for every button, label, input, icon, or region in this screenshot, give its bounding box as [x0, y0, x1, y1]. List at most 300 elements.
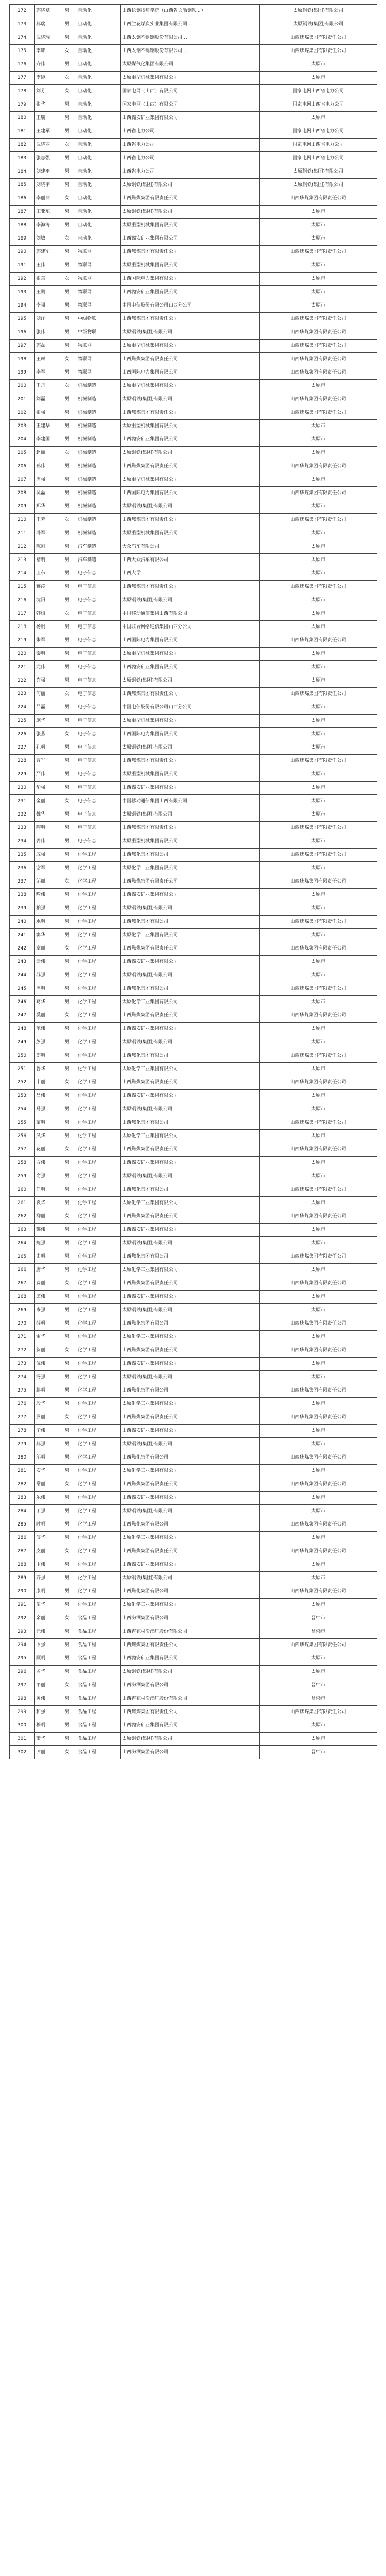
region-cell: 山西焦煤集团有限责任公司: [260, 1518, 377, 1532]
work-unit-cell: 太原钢铁(集团)有限公司: [121, 1505, 260, 1518]
region-cell: 山西焦煤集团有限责任公司: [260, 326, 377, 340]
gender-cell: 男: [58, 1719, 76, 1733]
person-name-cell: 许强: [35, 674, 58, 688]
table-row: [10, 460, 377, 473]
region-cell: 太原市: [260, 567, 377, 581]
region-cell: 太原市: [260, 768, 377, 782]
person-name-cell: 武晓瑞: [35, 31, 58, 45]
row-number-cell: 182: [10, 139, 35, 152]
specialty-cell: 化学工程: [76, 1009, 121, 1023]
personnel-table: [9, 4, 377, 1759]
row-number-cell: 188: [10, 219, 35, 232]
gender-cell: 男: [58, 1425, 76, 1438]
row-number-cell: 255: [10, 1116, 35, 1130]
work-unit-cell: 太原化学工业集团有限公司: [121, 1130, 260, 1143]
region-cell: 山西焦煤集团有限责任公司: [260, 1451, 377, 1465]
table-row: [10, 192, 377, 206]
person-name-cell: 云伟: [35, 956, 58, 969]
work-unit-cell: 太原钢铁(集团)有限公司: [121, 1036, 260, 1049]
gender-cell: 男: [58, 206, 76, 219]
region-cell: 山西焦煤集团有限责任公司: [260, 460, 377, 473]
row-number-cell: 176: [10, 58, 35, 72]
person-name-cell: 史明: [35, 1250, 58, 1264]
table-row: [10, 45, 377, 58]
table-row: [10, 956, 377, 969]
specialty-cell: 自动化: [76, 5, 121, 18]
specialty-cell: 化学工程: [76, 1572, 121, 1585]
region-cell: 太原市: [260, 1425, 377, 1438]
person-name-cell: 滕明: [35, 1384, 58, 1398]
specialty-cell: 自动化: [76, 98, 121, 112]
region-cell: 太原市: [260, 862, 377, 875]
specialty-cell: 电子信息: [76, 581, 121, 594]
person-name-cell: 严伟: [35, 768, 58, 782]
work-unit-cell: 山西潞安矿业集团有限公司: [121, 112, 260, 125]
work-unit-cell: 山西潞安矿业集团有限公司: [121, 956, 260, 969]
region-cell: 太原钢铁(集团)有限公司: [260, 179, 377, 192]
gender-cell: 女: [58, 1076, 76, 1090]
specialty-cell: 物联网: [76, 246, 121, 259]
work-unit-cell: 山西国际电力集团有限公司: [121, 634, 260, 648]
table-row: [10, 768, 377, 782]
region-cell: 太原市: [260, 701, 377, 715]
person-name-cell: 邹丽: [35, 875, 58, 889]
gender-cell: 男: [58, 1170, 76, 1183]
specialty-cell: 物联网: [76, 273, 121, 286]
work-unit-cell: 太原重型机械集团有限公司: [121, 527, 260, 540]
row-number-cell: 263: [10, 1224, 35, 1237]
person-name-cell: 蒋涛: [35, 581, 58, 594]
table-row: [10, 433, 377, 447]
row-number-cell: 180: [10, 112, 35, 125]
gender-cell: 女: [58, 1277, 76, 1291]
gender-cell: 男: [58, 326, 76, 340]
specialty-cell: 自动化: [76, 219, 121, 232]
region-cell: 太原市: [260, 1719, 377, 1733]
gender-cell: 男: [58, 929, 76, 942]
region-cell: 太原市: [260, 715, 377, 728]
row-number-cell: 201: [10, 393, 35, 406]
table-row: [10, 1049, 377, 1063]
region-cell: 太原市: [260, 500, 377, 514]
person-name-cell: 李军: [35, 366, 58, 380]
work-unit-cell: 山西潞安矿业集团有限公司: [121, 232, 260, 246]
gender-cell: 女: [58, 607, 76, 621]
work-unit-cell: 太原钢铁(集团)有限公司: [121, 741, 260, 755]
row-number-cell: 272: [10, 1344, 35, 1358]
person-name-cell: 郝强: [35, 1438, 58, 1451]
gender-cell: 女: [58, 795, 76, 808]
gender-cell: 女: [58, 45, 76, 58]
table-row: [10, 674, 377, 688]
row-number-cell: 241: [10, 929, 35, 942]
person-name-cell: 李建国: [35, 433, 58, 447]
gender-cell: 女: [58, 139, 76, 152]
gender-cell: 男: [58, 1023, 76, 1036]
specialty-cell: 中级物联: [76, 313, 121, 326]
region-cell: 晋中市: [260, 1746, 377, 1759]
row-number-cell: 207: [10, 473, 35, 487]
table-row: [10, 1371, 377, 1384]
table-row: [10, 473, 377, 487]
person-name-cell: 陈刚: [35, 540, 58, 554]
gender-cell: 男: [58, 1625, 76, 1639]
region-cell: 太原市: [260, 58, 377, 72]
region-cell: 山西焦煤集团有限责任公司: [260, 246, 377, 259]
specialty-cell: 食品工程: [76, 1719, 121, 1733]
table-row: [10, 982, 377, 996]
person-name-cell: 乐伟: [35, 1492, 58, 1505]
gender-cell: 男: [58, 1183, 76, 1197]
region-cell: 太原市: [260, 1023, 377, 1036]
table-row: [10, 1304, 377, 1317]
specialty-cell: 电子信息: [76, 755, 121, 768]
work-unit-cell: 山西省电力公司: [121, 165, 260, 179]
region-cell: 太原市: [260, 1331, 377, 1344]
region-cell: 太原市: [260, 1063, 377, 1076]
specialty-cell: 自动化: [76, 58, 121, 72]
specialty-cell: 电子信息: [76, 634, 121, 648]
person-name-cell: 和强: [35, 1706, 58, 1719]
region-cell: 晋中市: [260, 1679, 377, 1692]
work-unit-cell: 国家电网（山西）有限公司: [121, 85, 260, 98]
table-row: [10, 902, 377, 916]
specialty-cell: 自动化: [76, 232, 121, 246]
person-name-cell: 曹军: [35, 755, 58, 768]
person-name-cell: 赵丽: [35, 447, 58, 460]
work-unit-cell: 山西潞安矿业集团有限公司: [121, 1425, 260, 1438]
specialty-cell: 化学工程: [76, 1558, 121, 1572]
region-cell: 太原市: [260, 1304, 377, 1317]
table-row: [10, 849, 377, 862]
table-row: [10, 299, 377, 313]
specialty-cell: 化学工程: [76, 1585, 121, 1599]
table-row: [10, 661, 377, 674]
row-number-cell: 297: [10, 1679, 35, 1692]
work-unit-cell: 太原化学工业集团有限公司: [121, 1063, 260, 1076]
specialty-cell: 化学工程: [76, 1331, 121, 1344]
person-name-cell: 宋亚东: [35, 206, 58, 219]
table-row: [10, 755, 377, 768]
region-cell: 太原市: [260, 1036, 377, 1049]
specialty-cell: 机械制造: [76, 380, 121, 393]
gender-cell: 男: [58, 1492, 76, 1505]
work-unit-cell: 太原钢铁(集团)有限公司: [121, 1572, 260, 1585]
table-row: [10, 996, 377, 1009]
person-name-cell: 顾明: [35, 1652, 58, 1666]
table-row: [10, 567, 377, 581]
work-unit-cell: 太原重型机械集团有限公司: [121, 835, 260, 849]
work-unit-cell: 山西潞安矿业集团有限公司: [121, 1090, 260, 1103]
region-cell: 山西焦煤集团有限责任公司: [260, 1384, 377, 1398]
row-number-cell: 187: [10, 206, 35, 219]
row-number-cell: 234: [10, 835, 35, 849]
row-number-cell: 195: [10, 313, 35, 326]
table-row: [10, 1277, 377, 1291]
work-unit-cell: 山西焦化集团有限公司: [121, 916, 260, 929]
specialty-cell: 化学工程: [76, 1438, 121, 1451]
work-unit-cell: 山西潞安矿业集团有限公司: [121, 1719, 260, 1733]
work-unit-cell: 大众汽车有限公司: [121, 540, 260, 554]
region-cell: 太原市: [260, 969, 377, 982]
specialty-cell: 化学工程: [76, 1291, 121, 1304]
gender-cell: 男: [58, 433, 76, 447]
table-row: [10, 420, 377, 433]
row-number-cell: 290: [10, 1585, 35, 1599]
person-name-cell: 柳丽: [35, 1210, 58, 1224]
table-row: [10, 1492, 377, 1505]
table-row: [10, 514, 377, 527]
row-number-cell: 197: [10, 340, 35, 353]
row-number-cell: 192: [10, 273, 35, 286]
person-name-cell: 陶明: [35, 822, 58, 835]
region-cell: 山西焦煤集团有限责任公司: [260, 1250, 377, 1264]
region-cell: 山西焦煤集团有限责任公司: [260, 1585, 377, 1599]
table-row: [10, 1009, 377, 1023]
gender-cell: 女: [58, 1746, 76, 1759]
region-cell: 太原市: [260, 607, 377, 621]
gender-cell: 男: [58, 1706, 76, 1719]
work-unit-cell: 山西焦煤集团有限责任公司: [121, 1639, 260, 1652]
region-cell: 太原市: [260, 527, 377, 540]
table-row: [10, 1411, 377, 1425]
person-name-cell: 郭建军: [35, 246, 58, 259]
region-cell: 太原市: [260, 728, 377, 741]
row-number-cell: 300: [10, 1719, 35, 1733]
region-cell: 山西焦煤集团有限责任公司: [260, 1049, 377, 1063]
region-cell: 山西焦煤集团有限责任公司: [260, 1344, 377, 1358]
gender-cell: 男: [58, 1532, 76, 1545]
work-unit-cell: 山西焦煤集团有限责任公司: [121, 514, 260, 527]
row-number-cell: 227: [10, 741, 35, 755]
gender-cell: 男: [58, 862, 76, 875]
region-cell: 太原钢铁(集团)有限公司: [260, 18, 377, 31]
gender-cell: 女: [58, 1210, 76, 1224]
specialty-cell: 化学工程: [76, 1425, 121, 1438]
table-row: [10, 380, 377, 393]
specialty-cell: 化学工程: [76, 1478, 121, 1492]
person-name-cell: 苗明: [35, 1116, 58, 1130]
gender-cell: 男: [58, 1666, 76, 1679]
work-unit-cell: 山西焦煤集团有限责任公司: [121, 353, 260, 366]
row-number-cell: 249: [10, 1036, 35, 1049]
row-number-cell: 230: [10, 782, 35, 795]
table-row: [10, 366, 377, 380]
gender-cell: 男: [58, 18, 76, 31]
work-unit-cell: 太原重型机械集团有限公司: [121, 473, 260, 487]
row-number-cell: 299: [10, 1706, 35, 1719]
person-name-cell: 王琳: [35, 353, 58, 366]
gender-cell: 男: [58, 1331, 76, 1344]
work-unit-cell: 山西潞安矿业集团有限公司: [121, 1358, 260, 1371]
row-number-cell: 292: [10, 1612, 35, 1625]
gender-cell: 男: [58, 1049, 76, 1063]
specialty-cell: 化学工程: [76, 942, 121, 956]
region-cell: 太原市: [260, 1652, 377, 1666]
region-cell: 山西焦煤集团有限责任公司: [260, 634, 377, 648]
gender-cell: 男: [58, 1130, 76, 1143]
work-unit-cell: 太原钢铁(集团)有限公司: [121, 1304, 260, 1317]
gender-cell: 男: [58, 5, 76, 18]
row-number-cell: 239: [10, 902, 35, 916]
person-name-cell: 卫东: [35, 567, 58, 581]
work-unit-cell: 山西潞安矿业集团有限公司: [121, 782, 260, 795]
gender-cell: 女: [58, 1679, 76, 1692]
region-cell: 太原市: [260, 1264, 377, 1277]
row-number-cell: 190: [10, 246, 35, 259]
work-unit-cell: 山西焦煤集团有限责任公司: [121, 1009, 260, 1023]
person-name-cell: 齐强: [35, 1572, 58, 1585]
specialty-cell: 食品工程: [76, 1652, 121, 1666]
region-cell: 太原市: [260, 1558, 377, 1572]
row-number-cell: 174: [10, 31, 35, 45]
person-name-cell: 酆伟: [35, 1224, 58, 1237]
row-number-cell: 294: [10, 1639, 35, 1652]
row-number-cell: 273: [10, 1358, 35, 1371]
gender-cell: 男: [58, 581, 76, 594]
row-number-cell: 296: [10, 1666, 35, 1679]
row-number-cell: 204: [10, 433, 35, 447]
region-cell: 太原市: [260, 1572, 377, 1585]
row-number-cell: 243: [10, 956, 35, 969]
specialty-cell: 电子信息: [76, 795, 121, 808]
row-number-cell: 189: [10, 232, 35, 246]
person-name-cell: 于强: [35, 1505, 58, 1518]
table-row: [10, 889, 377, 902]
specialty-cell: 机械制造: [76, 447, 121, 460]
work-unit-cell: 山西潞安矿业集团有限公司: [121, 1023, 260, 1036]
specialty-cell: 食品工程: [76, 1639, 121, 1652]
row-number-cell: 233: [10, 822, 35, 835]
specialty-cell: 化学工程: [76, 889, 121, 902]
gender-cell: 女: [58, 232, 76, 246]
work-unit-cell: 太原重型机械集团有限公司: [121, 648, 260, 661]
person-name-cell: 张燕: [35, 728, 58, 741]
region-cell: 太原市: [260, 1170, 377, 1183]
work-unit-cell: 山西潞安矿业集团有限公司: [121, 1291, 260, 1304]
work-unit-cell: 山西焦化集团有限公司: [121, 1451, 260, 1465]
gender-cell: 男: [58, 473, 76, 487]
row-number-cell: 266: [10, 1264, 35, 1277]
person-name-cell: 冯军: [35, 527, 58, 540]
table-row: [10, 286, 377, 299]
specialty-cell: 化学工程: [76, 1277, 121, 1291]
work-unit-cell: 山西焦煤集团有限责任公司: [121, 1411, 260, 1425]
specialty-cell: 机械制造: [76, 433, 121, 447]
row-number-cell: 264: [10, 1237, 35, 1250]
person-name-cell: 柏强: [35, 902, 58, 916]
gender-cell: 女: [58, 447, 76, 460]
table-row: [10, 1291, 377, 1304]
gender-cell: 男: [58, 406, 76, 420]
gender-cell: 男: [58, 661, 76, 674]
person-name-cell: 傅华: [35, 1532, 58, 1545]
row-number-cell: 177: [10, 72, 35, 85]
person-name-cell: 张志强: [35, 152, 58, 165]
person-name-cell: 皮丽: [35, 1545, 58, 1558]
region-cell: 山西焦煤集团有限责任公司: [260, 1639, 377, 1652]
work-unit-cell: 山西潞安矿业集团有限公司: [121, 286, 260, 299]
region-cell: 山西焦煤集团有限责任公司: [260, 514, 377, 527]
specialty-cell: 化学工程: [76, 1143, 121, 1157]
region-cell: 山西焦煤集团有限责任公司: [260, 581, 377, 594]
work-unit-cell: 山西焦化集团有限公司: [121, 1116, 260, 1130]
table-row: [10, 1250, 377, 1264]
work-unit-cell: 山西潞安矿业集团有限公司: [121, 433, 260, 447]
person-name-cell: 吴磊: [35, 487, 58, 500]
work-unit-cell: 山西大众汽车有限公司: [121, 554, 260, 567]
work-unit-cell: 山西省电力公司: [121, 125, 260, 139]
row-number-cell: 298: [10, 1692, 35, 1706]
gender-cell: 男: [58, 956, 76, 969]
row-number-cell: 276: [10, 1398, 35, 1411]
table-row: [10, 808, 377, 822]
row-number-cell: 285: [10, 1518, 35, 1532]
specialty-cell: 机械制造: [76, 393, 121, 406]
row-number-cell: 181: [10, 125, 35, 139]
person-name-cell: 昌伟: [35, 1090, 58, 1103]
person-name-cell: 范伟: [35, 1023, 58, 1036]
row-number-cell: 193: [10, 286, 35, 299]
work-unit-cell: 山西长钢技师学院（山西省长治钢铁...）: [121, 5, 260, 18]
person-name-cell: 时明: [35, 1518, 58, 1532]
personnel-table-body: [10, 5, 377, 1759]
work-unit-cell: 山西焦煤集团有限责任公司: [121, 1277, 260, 1291]
work-unit-cell: 山西汾酒集团有限公司: [121, 1746, 260, 1759]
gender-cell: 男: [58, 1599, 76, 1612]
work-unit-cell: 太原钢铁(集团)有限公司: [121, 1371, 260, 1384]
specialty-cell: 化学工程: [76, 1492, 121, 1505]
table-row: [10, 916, 377, 929]
work-unit-cell: 太原重型机械集团有限公司: [121, 420, 260, 433]
work-unit-cell: 山西杏花村汾酒厂股份有限公司: [121, 1625, 260, 1639]
table-row: [10, 1358, 377, 1371]
work-unit-cell: 太原重型机械集团有限公司: [121, 72, 260, 85]
specialty-cell: 化学工程: [76, 1532, 121, 1545]
region-cell: 太原市: [260, 929, 377, 942]
work-unit-cell: 太原重型机械集团有限公司: [121, 768, 260, 782]
work-unit-cell: 山西潞安矿业集团有限公司: [121, 1224, 260, 1237]
region-cell: 太原市: [260, 648, 377, 661]
row-number-cell: 179: [10, 98, 35, 112]
row-number-cell: 216: [10, 594, 35, 607]
person-name-cell: 罗丽: [35, 1411, 58, 1425]
region-cell: 太原市: [260, 1130, 377, 1143]
person-name-cell: 费丽: [35, 1277, 58, 1291]
specialty-cell: 化学工程: [76, 1103, 121, 1116]
gender-cell: 男: [58, 741, 76, 755]
row-number-cell: 242: [10, 942, 35, 956]
region-cell: 山西焦煤集团有限责任公司: [260, 366, 377, 380]
table-row: [10, 125, 377, 139]
person-name-cell: 倪伟: [35, 1358, 58, 1371]
work-unit-cell: 山西焦煤集团有限责任公司: [121, 688, 260, 701]
specialty-cell: 机械制造: [76, 500, 121, 514]
gender-cell: 男: [58, 1103, 76, 1116]
work-unit-cell: 太原重型机械集团有限公司: [121, 259, 260, 273]
work-unit-cell: 山西杏花村汾酒厂股份有限公司: [121, 1692, 260, 1706]
row-number-cell: 212: [10, 540, 35, 554]
table-row: [10, 1331, 377, 1344]
region-cell: 国家电网山西省电力公司: [260, 85, 377, 98]
row-number-cell: 258: [10, 1157, 35, 1170]
gender-cell: 男: [58, 1224, 76, 1237]
specialty-cell: 化学工程: [76, 1063, 121, 1076]
specialty-cell: 化学工程: [76, 1545, 121, 1558]
work-unit-cell: 山西焦煤集团有限责任公司: [121, 192, 260, 206]
row-number-cell: 271: [10, 1331, 35, 1344]
row-number-cell: 286: [10, 1532, 35, 1545]
